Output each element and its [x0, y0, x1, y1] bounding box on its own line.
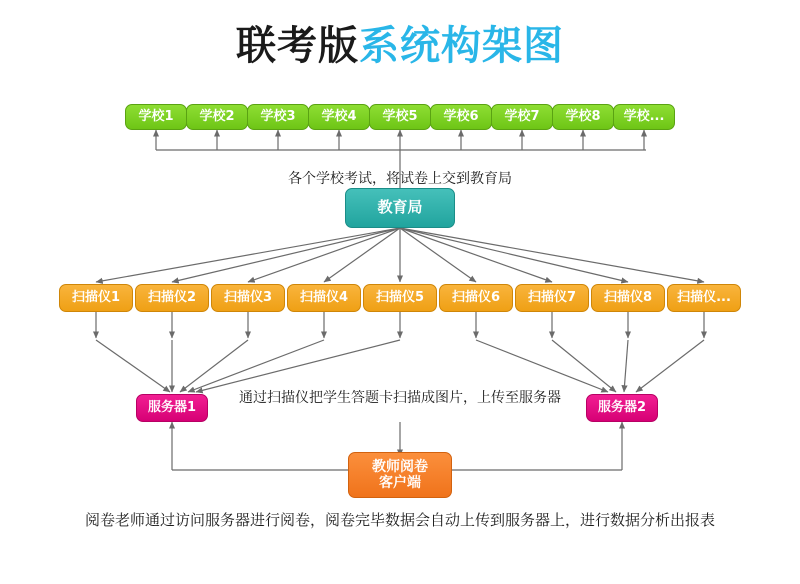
node-scanner-3-label: 扫描仪3 — [223, 289, 273, 305]
caption-scanners-to-servers: 通过扫描仪把学生答题卡扫描成图片，上传至服务器 — [239, 390, 561, 406]
node-scanner-4[interactable] — [287, 284, 361, 312]
node-teacher-marking-client[interactable] — [348, 452, 452, 498]
node-teacher-marking-client-line1: 教师阅卷 — [372, 458, 428, 475]
node-scanner-4-label: 扫描仪4 — [299, 289, 349, 305]
node-scanner-7[interactable] — [515, 284, 589, 312]
node-scanner-7-label: 扫描仪7 — [527, 289, 577, 305]
caption-schools-to-bureau: 各个学校考试，将试卷上交到教育局 — [288, 171, 512, 187]
node-scanner-1-label: 扫描仪1 — [71, 289, 121, 305]
node-scanner-2-label: 扫描仪2 — [147, 289, 197, 305]
node-school-6[interactable] — [430, 104, 492, 130]
node-school-5-label: 学校5 — [382, 108, 418, 124]
node-scanner-5[interactable] — [363, 284, 437, 312]
node-scanner-more[interactable] — [667, 284, 741, 312]
node-scanner-5-label: 扫描仪5 — [375, 289, 425, 305]
node-education-bureau[interactable] — [345, 188, 455, 228]
node-school-3-label: 学校3 — [260, 108, 296, 124]
node-education-bureau-label: 教育局 — [377, 198, 423, 217]
node-server-1-label: 服务器1 — [147, 399, 197, 415]
node-server-2-label: 服务器2 — [597, 399, 647, 415]
page-title — [0, 14, 800, 71]
node-teacher-marking-client-line2: 客户端 — [379, 475, 421, 491]
node-school-4-label: 学校4 — [321, 108, 357, 124]
node-school-4[interactable] — [308, 104, 370, 130]
node-school-1[interactable] — [125, 104, 187, 130]
node-school-8[interactable] — [552, 104, 614, 130]
title-prefix: 联考版 — [236, 23, 359, 69]
node-scanner-3[interactable] — [211, 284, 285, 312]
node-server-1[interactable] — [136, 394, 208, 422]
node-school-2-label: 学校2 — [199, 108, 235, 124]
node-scanner-6[interactable] — [439, 284, 513, 312]
node-school-8-label: 学校8 — [565, 108, 601, 124]
node-scanner-1[interactable] — [59, 284, 133, 312]
caption-footer: 阅卷老师通过访问服务器进行阅卷，阅卷完毕数据会自动上传到服务器上，进行数据分析出报表 — [84, 511, 715, 529]
title-highlight: 系统构架图 — [359, 23, 564, 69]
node-school-2[interactable] — [186, 104, 248, 130]
node-school-more[interactable] — [613, 104, 675, 130]
node-scanner-more-label: 扫描仪... — [677, 289, 731, 305]
node-scanner-6-label: 扫描仪6 — [451, 289, 501, 305]
node-school-7[interactable] — [491, 104, 553, 130]
node-school-1-label: 学校1 — [138, 108, 174, 124]
node-school-7-label: 学校7 — [504, 108, 540, 124]
node-scanner-2[interactable] — [135, 284, 209, 312]
node-school-5[interactable] — [369, 104, 431, 130]
node-scanner-8-label: 扫描仪8 — [603, 289, 653, 305]
node-school-3[interactable] — [247, 104, 309, 130]
node-scanner-8[interactable] — [591, 284, 665, 312]
node-school-more-label: 学校... — [623, 108, 665, 124]
node-server-2[interactable] — [586, 394, 658, 422]
node-school-6-label: 学校6 — [443, 108, 479, 124]
